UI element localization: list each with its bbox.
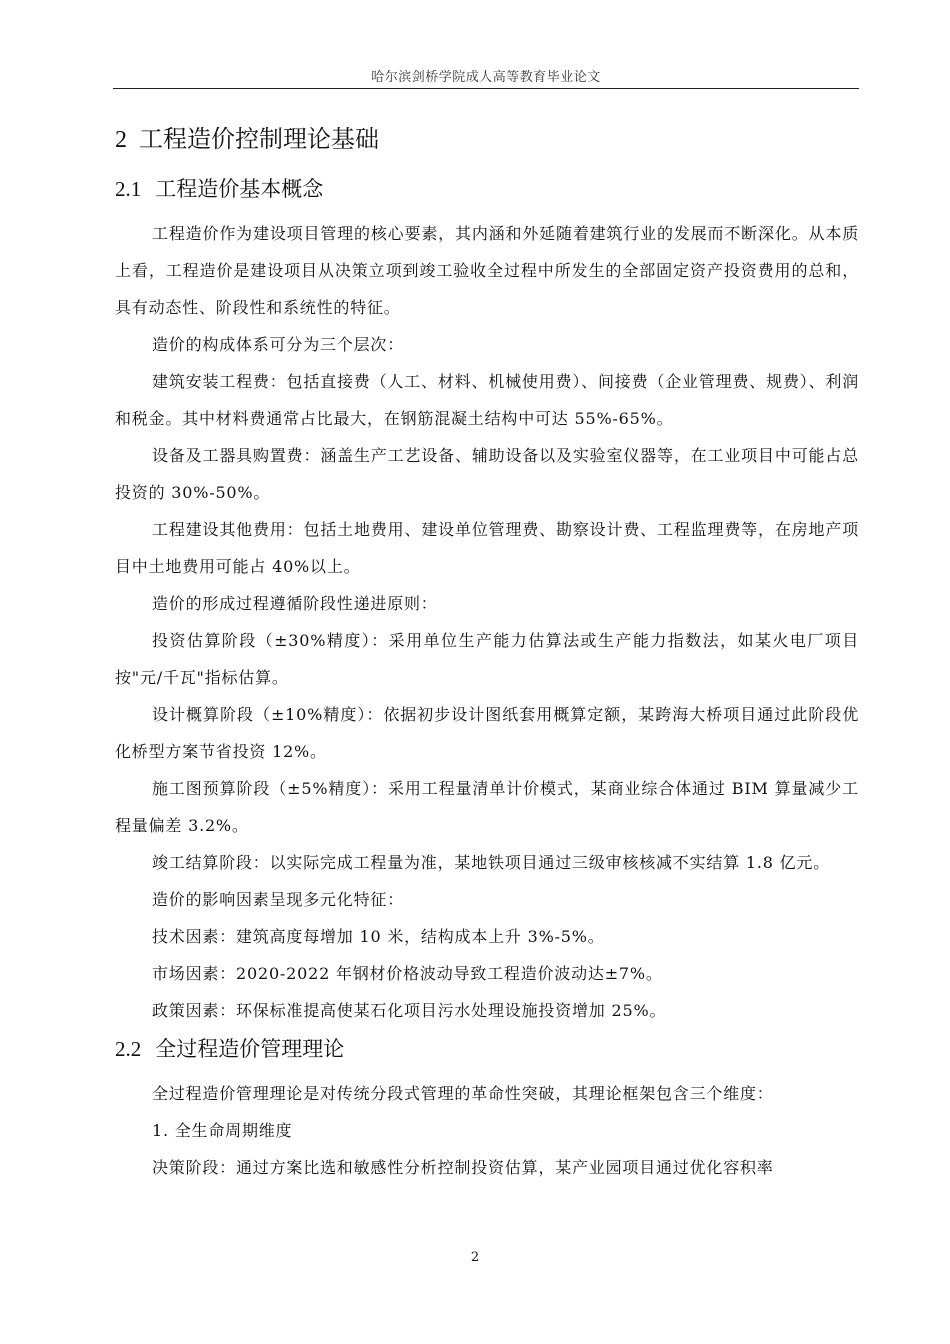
paragraph: 竣工结算阶段：以实际完成工程量为准，某地铁项目通过三级审核核减不实结算 1.8 亿元。 (152, 853, 831, 872)
paragraph: 全过程造价管理理论是对传统分段式管理的革命性突破，其理论框架包含三个维度： (152, 1084, 774, 1103)
chapter-title: 工程造价控制理论基础 (139, 125, 379, 153)
section-heading (115, 1033, 859, 1065)
section-heading (115, 173, 859, 205)
paragraph: 政策因素：环保标准提高使某石化项目污水处理设施投资增加 25%。 (152, 1001, 667, 1020)
section-number: 2.1 (115, 177, 142, 201)
paragraph: 技术因素：建筑高度每增加 10 米，结构成本上升 3%-5%。 (152, 927, 605, 946)
paragraph: 造价的构成体系可分为三个层次： (152, 335, 405, 354)
paragraph: 1. 全生命周期维度 (152, 1121, 293, 1140)
page-body (115, 120, 859, 1186)
paragraph: 施工图预算阶段（±5%精度）：采用工程量清单计价模式，某商业综合体通过 BIM 算量减少工程量偏差 3.2%。 (115, 779, 859, 835)
chapter-number: 2 (115, 127, 127, 153)
paragraph: 造价的影响因素呈现多元化特征： (152, 890, 405, 909)
paragraph: 工程建设其他费用：包括土地费用、建设单位管理费、勘察设计费、工程监理费等，在房地产项目中土地费用可能占 40%以上。 (115, 520, 859, 576)
header-divider (113, 88, 859, 89)
section-title: 工程造价基本概念 (155, 177, 324, 201)
section-title: 全过程造价管理理论 (155, 1037, 345, 1061)
paragraph: 工程造价作为建设项目管理的核心要素，其内涵和外延随着建筑行业的发展而不断深化。从本质上看，工程造价是建设项目从决策立项到竣工验收全过程中所发生的全部固定资产投资费用的总和，具有动态性、阶段性和系统性的特征。 (115, 224, 859, 317)
paragraph: 投资估算阶段（±30%精度）：采用单位生产能力估算法或生产能力指数法，如某火电厂项目按"元/千瓦"指标估算。 (115, 631, 859, 687)
paragraph: 建筑安装工程费：包括直接费（人工、材料、机械使用费）、间接费（企业管理费、规费）、利润和税金。其中材料费通常占比最大，在钢筋混凝土结构中可达 55%-65%。 (115, 372, 859, 428)
paragraph: 决策阶段：通过方案比选和敏感性分析控制投资估算，某产业园项目通过优化容积率 (152, 1158, 774, 1177)
running-header: 哈尔滨剑桥学院成人高等教育毕业论文 (371, 70, 601, 85)
section-number: 2.2 (115, 1037, 142, 1061)
page-number: 2 (470, 1250, 480, 1265)
paragraph: 造价的形成过程遵循阶段性递进原则： (152, 594, 438, 613)
chapter-heading (115, 120, 859, 159)
paragraph: 设备及工器具购置费：涵盖生产工艺设备、辅助设备以及实验室仪器等，在工业项目中可能占总投资的 30%-50%。 (115, 446, 859, 502)
paragraph: 设计概算阶段（±10%精度）：依据初步设计图纸套用概算定额，某跨海大桥项目通过此阶段优化桥型方案节省投资 12%。 (115, 705, 859, 761)
paragraph: 市场因素：2020-2022 年钢材价格波动导致工程造价波动达±7%。 (152, 964, 663, 983)
